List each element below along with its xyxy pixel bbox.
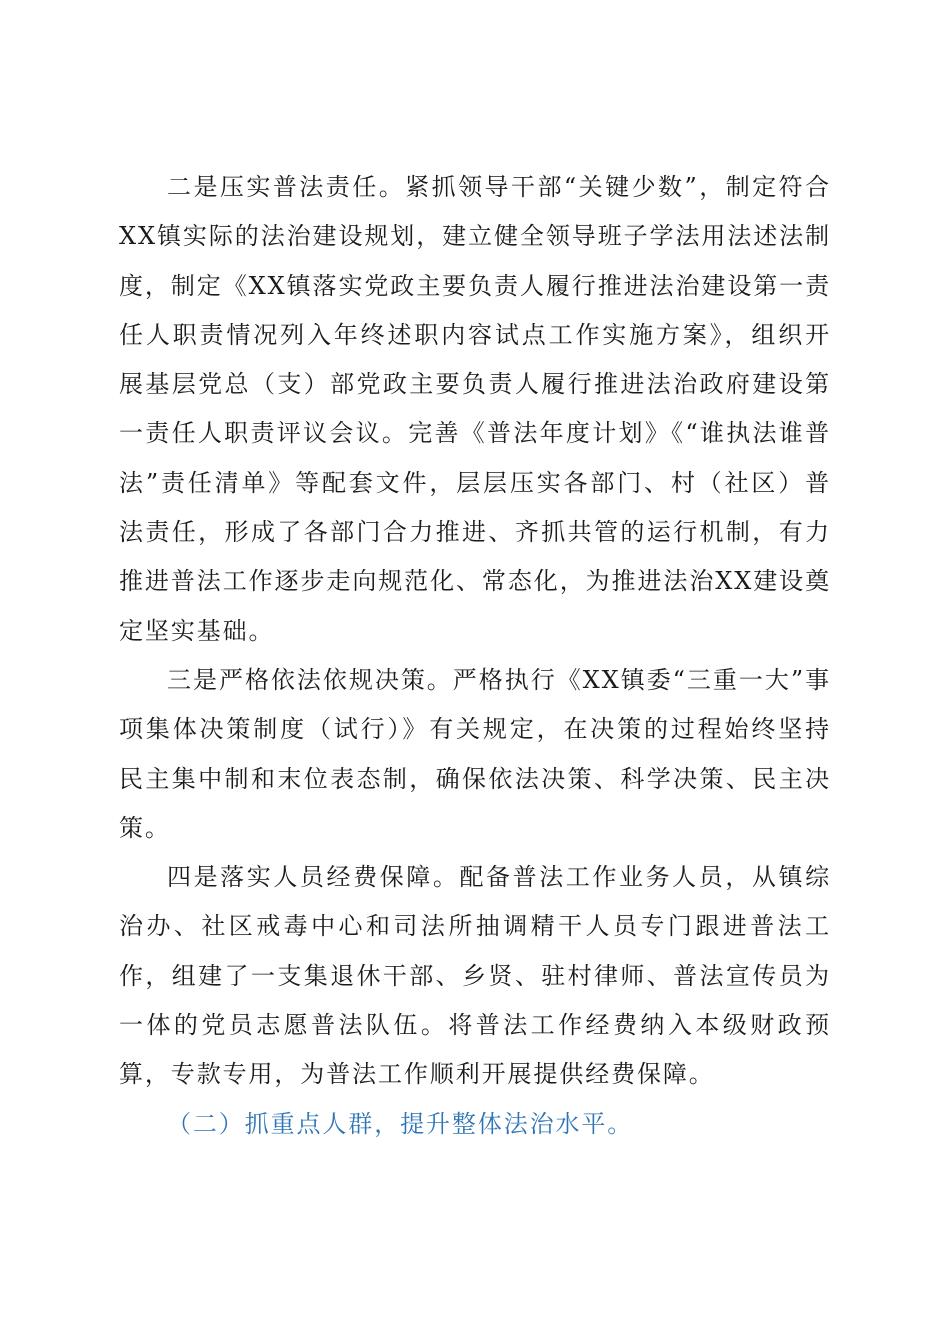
paragraph-staff-funding: 四是落实人员经费保障。配备普法工作业务人员，从镇综治办、社区戒毒中心和司法所抽调精干人员专门跟进普法工作，组建了一支集退休干部、乡贤、驻村律师、普法宣传员为一体的党员志愿普法队伍。将普法工作经费纳入本级财政预算，专款专用，为普法工作顺利开展提供经费保障。	[119, 863, 831, 1089]
section-heading: （二）抓重点人群，提升整体法治水平。	[167, 1109, 634, 1138]
paragraph-responsibility: 二是压实普法责任。紧抓领导干部“关键少数”，制定符合XX镇实际的法治建设规划，建立健全领导班子学法用法述法制度，制定《XX镇落实党政主要负责人履行推进法治建设第一责任人职责情况列入年终述职内容试点工作实施方案》，组织开展基层党总（支）部党政主要负责人履行推进法治政府建设第一责任人职责评议会议。完善《普法年度计划》《“谁执法谁普法”责任清单》等配套文件，层层压实各部门、村（社区）普法责任，形成了各部门合力推进、齐抓共管的运行机制，有力推进普法工作逐步走向规范化、常态化，为推进法治XX建设奠定坚实基础。	[119, 173, 831, 645]
document-body	[119, 163, 831, 1149]
paragraph-decision-making: 三是严格依法依规决策。严格执行《XX镇委“三重一大”事项集体决策制度（试行）》有关规定，在决策的过程始终坚持民主集中制和末位表态制，确保依法决策、科学决策、民主决策。	[119, 665, 831, 842]
